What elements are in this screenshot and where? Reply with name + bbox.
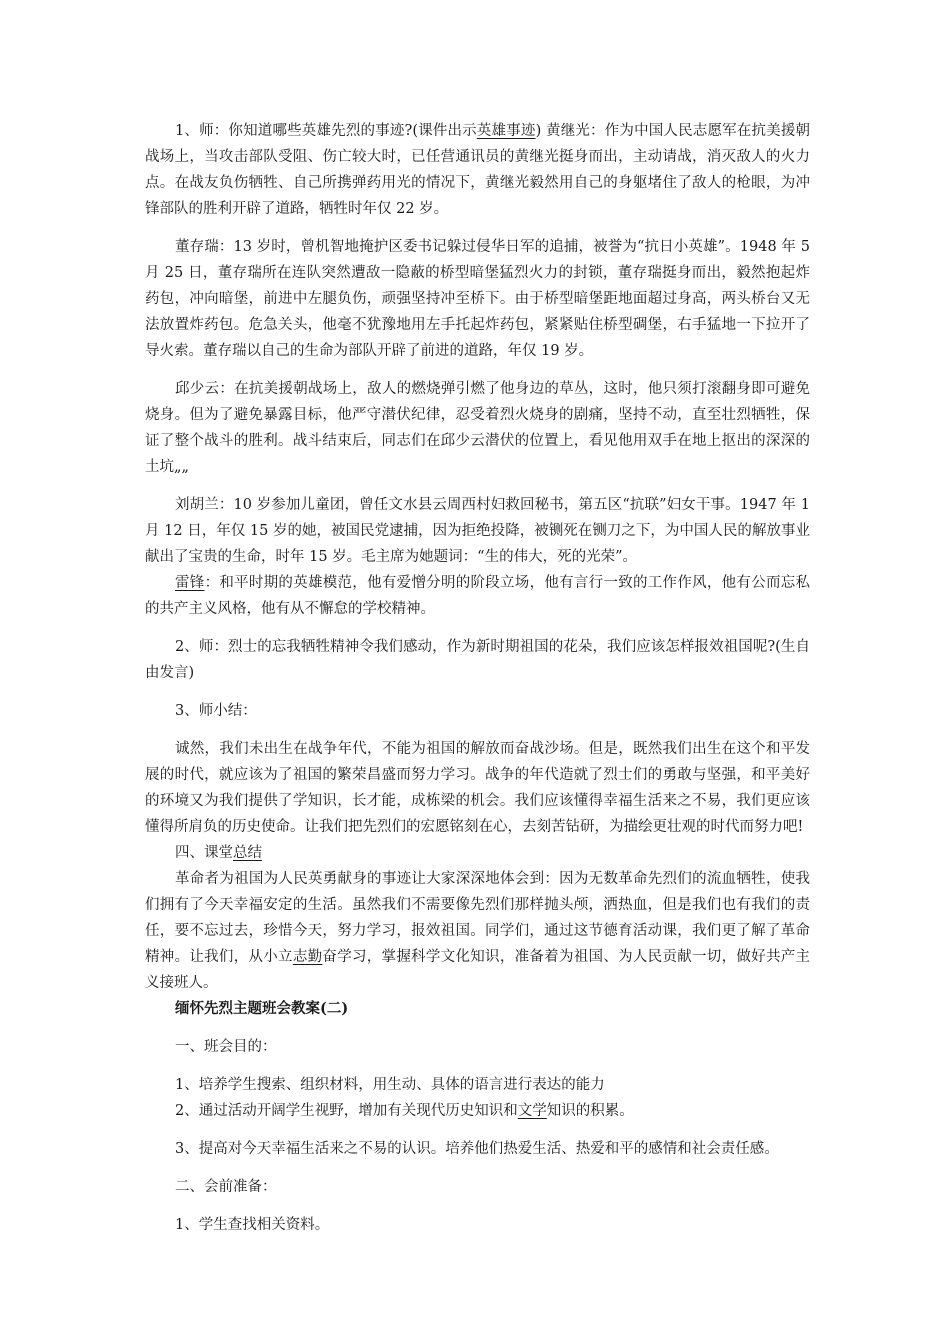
paragraph-teacher-summary-heading: 3、师小结：	[175, 703, 257, 719]
heading-meeting-goals: 一、班会目的：	[175, 1039, 277, 1055]
goal-item-3: 3、提高对今天幸福生活来之不易的认识。培养他们热爱生活、热爱和平的感情和社会责任感。	[175, 1141, 779, 1157]
paragraph-qiu-shaoyun: 邱少云：在抗美援朝战场上，敌人的燃烧弹引燃了他身边的草丛，这时，他只须打滚翻身即可避免烧身。但为了避免暴露目标，他严守潜伏纪律，忍受着烈火烧身的剧痛，坚持不动，直至壮烈牺牲，保证了整个战斗的胜利。战斗结束后，同志们在邱少云潜伏的位置上，看见他用双手在地上抠出的深深的土坑„„	[145, 381, 810, 475]
text: ) 黄继光：作为中国人民志愿军在抗美援朝战场上，当攻击部队受阻、伤亡较大时，已任营通讯员的黄继光挺身而出，主动请战，消灭敌人的火力点。在战友负伤牺牲、自己所携弹药用光的情况下，黄继光毅然用自己的身躯堵住了敌人的枪眼，为冲锋部队的胜利开辟了道路，牺牲时年仅 22 岁。	[145, 123, 811, 217]
text: 知识的积累。	[546, 1103, 634, 1119]
paragraph-teacher-summary: 诚然，我们未出生在战争年代，不能为祖国的解放而奋战沙场。但是，既然我们出生在这个和平发展的时代，就应该为了祖国的繁荣昌盛而努力学习。战争的年代造就了烈士们的勇敢与坚强，和平美好的环境又为我们提供了学知识，长才能，成栋梁的机会。我们应该懂得幸福生活来之不易，我们更应该懂得所肩负的历史使命。让我们把先烈们的宏愿铭刻在心，去刻苦钻研，为描绘更壮观的时代而努力吧!	[145, 741, 810, 835]
link-literature[interactable]: 文学	[517, 1103, 547, 1119]
text: 革命者为祖国为人民英勇献身的事迹让大家深深地体会到：因为无数革命先烈们的流血牺牲，使我们拥有了今天幸福安定的生活。虽然我们不需要像先烈们那样抛头颅，洒热血，但是我们也有我们的责任，要不忘过去，珍惜今天，努力学习，报效祖国。同学们，通过这节德育活动课，我们更了解了革命精神。让我们，从小立	[145, 871, 810, 965]
link-summary[interactable]: 总结	[233, 845, 262, 861]
goal-item-1: 1、培养学生搜索、组织材料，用生动、具体的语言进行表达的能力	[175, 1077, 605, 1093]
link-zhiqin[interactable]: 志勤	[292, 949, 323, 965]
link-hero-stories[interactable]: 英雄事迹	[476, 123, 536, 139]
heading-class-summary	[145, 840, 810, 866]
paragraph-teacher-question-2: 2、师：烈士的忘我牺牲精神令我们感动，作为新时期祖国的花朵，我们应该怎样报效祖国呢?(生自由发言)	[145, 639, 810, 681]
paragraph-teacher-question-1	[145, 118, 810, 222]
text: 四、课堂	[175, 845, 233, 861]
text: 1、师：你知道哪些英雄先烈的事迹?(课件出示	[175, 123, 477, 139]
paragraph-lei-feng	[145, 570, 810, 622]
goal-item-2	[145, 1098, 810, 1124]
document-body	[145, 118, 810, 1238]
link-lei-feng[interactable]: 雷锋	[175, 575, 205, 591]
prep-item-1: 1、学生查找相关资料。	[175, 1217, 330, 1233]
text: 奋学习，掌握科学文化知识，准备着为祖国、为人民贡献一切，做好共产主义接班人。	[145, 949, 811, 991]
paragraph-liu-hulan: 刘胡兰：10 岁参加儿童团，曾任文水县云周西村妇救回秘书，第五区“抗联”妇女干事。1947 年 1 月 12 日，年仅 15 岁的她，被国民党逮捕，因为拒绝投降，被铡死在铡刀之下，为中国人民的解放事业献出了宝贵的生命，时年 15 岁。毛主席为她题词：“生的伟大，死的光荣”。	[145, 497, 810, 565]
paragraph-dong-cunrui: 董存瑞：13 岁时，曾机智地掩护区委书记躲过侵华日军的追捕，被誉为“抗日小英雄”。1948 年 5 月 25 日，董存瑞所在连队突然遭敌一隐蔽的桥型暗堡猛烈火力的封锁，董存瑞挺身而出，毅然抱起炸药包，冲向暗堡，前进中左腿负伤，顽强坚持冲至桥下。由于桥型暗堡距地面超过身高，两头桥台又无法放置炸药包。危急关头，他毫不犹豫地用左手托起炸药包，紧紧贴住桥型碉堡，右手猛地一下拉开了导火索。董存瑞以自己的生命为部队开辟了前进的道路，年仅 19 岁。	[145, 239, 810, 359]
heading-preparation: 二、会前准备：	[175, 1179, 277, 1195]
section-title-2: 缅怀先烈主题班会教案(二)	[175, 1000, 349, 1017]
text: ：和平时期的英雄模范，他有爱憎分明的阶段立场，他有言行一致的工作作风，他有公而忘私的共产主义风格，他有从不懈怠的学校精神。	[145, 575, 811, 617]
paragraph-conclusion	[145, 866, 810, 996]
text: 2、通过活动开阔学生视野，增加有关现代历史知识和	[175, 1103, 518, 1119]
